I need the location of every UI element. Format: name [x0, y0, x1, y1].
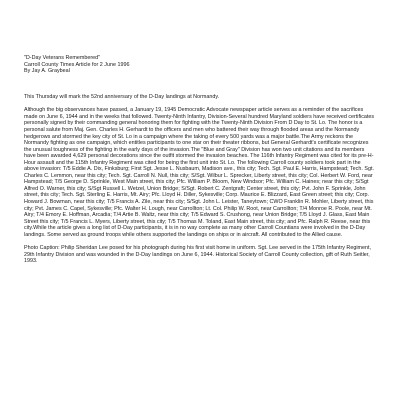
- intro-paragraph: This Thursday will mark the 52nd anniversary of the D-Day landings at Normandy.: [24, 93, 220, 100]
- article-title: "D-Day Veterans Remembered": [24, 55, 101, 61]
- photo-caption: Photo Caption: Philip Sheridan Lee posed for his photograph during his first visit home in uniform. Sgt. Lee served in the 175th Infantry Regiment, 29th Infantry Division and was wounded in the D-Day landings on June 6, 1944. Historical Society of Carroll County collection, gift of Ruth Seitler, 1993.: [24, 245, 371, 265]
- main-paragraph: Although the big observances have passed, a January 19, 1945 Democratic Advocate newspaper article serves as a reminder of the sacrifices made on June 6, 1944 and in the weeks that followed. Twenty-Ninth Infantry, Division-Several hundred Maryland soldiers have received certificates personally signed by their commanding general honoring them for fighting with the Twenty-Ninth Division From D Day to St. Lo. The honor is a personal salute from Maj. Gen. Charles H. Gerhardt to the officers and men who battered their way through flooded areas and the Normandy hedgerows and stormed the key city of St. Lo in a campaign where the taking of every 500 yards was a major battle.The Army reckons the Normandy fighting as one campaign, which entitles participants to one star on their theater ribbons, but General Gerhardt's certificate recognizes the unusual toughness of the fighting in the early days of the invasion.The "Blue and Gray" Division has won two unit citations and its members have been awarded 4,629 personal decorations since the outfit stormed the invasion beaches. The 116th Infantry Regiment was cited for its pre-H-Hour assault and the 115th Infantry Regiment was cited for being the first unit into St. Lo. The following Carroll county soldiers took part in the above invasion: T/5 Eddie A. Dix, Finksburg; First Sgt. Jesse L. Nusbaum, Madison ave., this city; Tech. Sgt. Paul E. Harris, Hampstead; Tech. Sgt. Charles C. Lemmon, near this city; Tech. Sgt. Carroll N. Null, this city; S/Sgt. Wilbur L. Sprecker, Liberty street, this city; Col. Herbert W. Ford, near Hampstead; T/5 George D. Sprinkle, West Main street, this city; Pfc. William P. Bloom, New Windsor; Pfc. William C. Haines; near this city; S/Sgt Alfred O. Warner, this city; S/Sgt Russell L. Wetzel, Union Bridge; S/Sgt. Robert C. Zentgraft; Center street, this city; Pvt. John F. Sprinkle, John street, this city; Tech. Sgt. Sterling E. Harris, Mt. Airy; Pfc. Lloyd H. Diller, Sykesville; Corp. Maurice E. Blizzard, East Green street; this city; Corp. Howard J. Bowman, near this city; T/5 Francis A. Zile, near this city; S/Sgt. John L. Leister, Taneytown; CWO Franklin R. Mohler, Liberty street, this city; Pvt. James C. Capel, Sykesville; Pfc. Walter H. Lough, near Carrollton; Lt. Col. Philip W. Root, near Carrollton; T/4 Monroe R. Poole, near Mt. Airy; T/4 Emory E. Hoffman, Arcadia; T/4 Artie B. Waltz, near this city; T/5 Edward S. Crushong, near Union Bridge; T/5 Lloyd J. Glass, East Main Street this city; T/5 Francis L. Myers, Liberty street, this city; T/5 Thomas M. Toland, East Main street, this city; and Pfc. Ralph R. Reese, near this city.While the article gives a long list of D-Day participants, it is in no way complete as many other Carroll Countians were involved in the D-Day landings. Some served as ground troops while others supported the landings on ships or in aircraft. All contributed to the Allied cause.: [24, 107, 375, 238]
- spacer: [24, 238, 376, 245]
- article-source: Carroll County Times Article for 2 June 1996: [24, 61, 130, 68]
- spacer: [24, 75, 376, 94]
- spacer: [24, 100, 376, 107]
- document-page: [24, 55, 376, 265]
- article-byline: By Jay A. Graybeal: [24, 68, 70, 75]
